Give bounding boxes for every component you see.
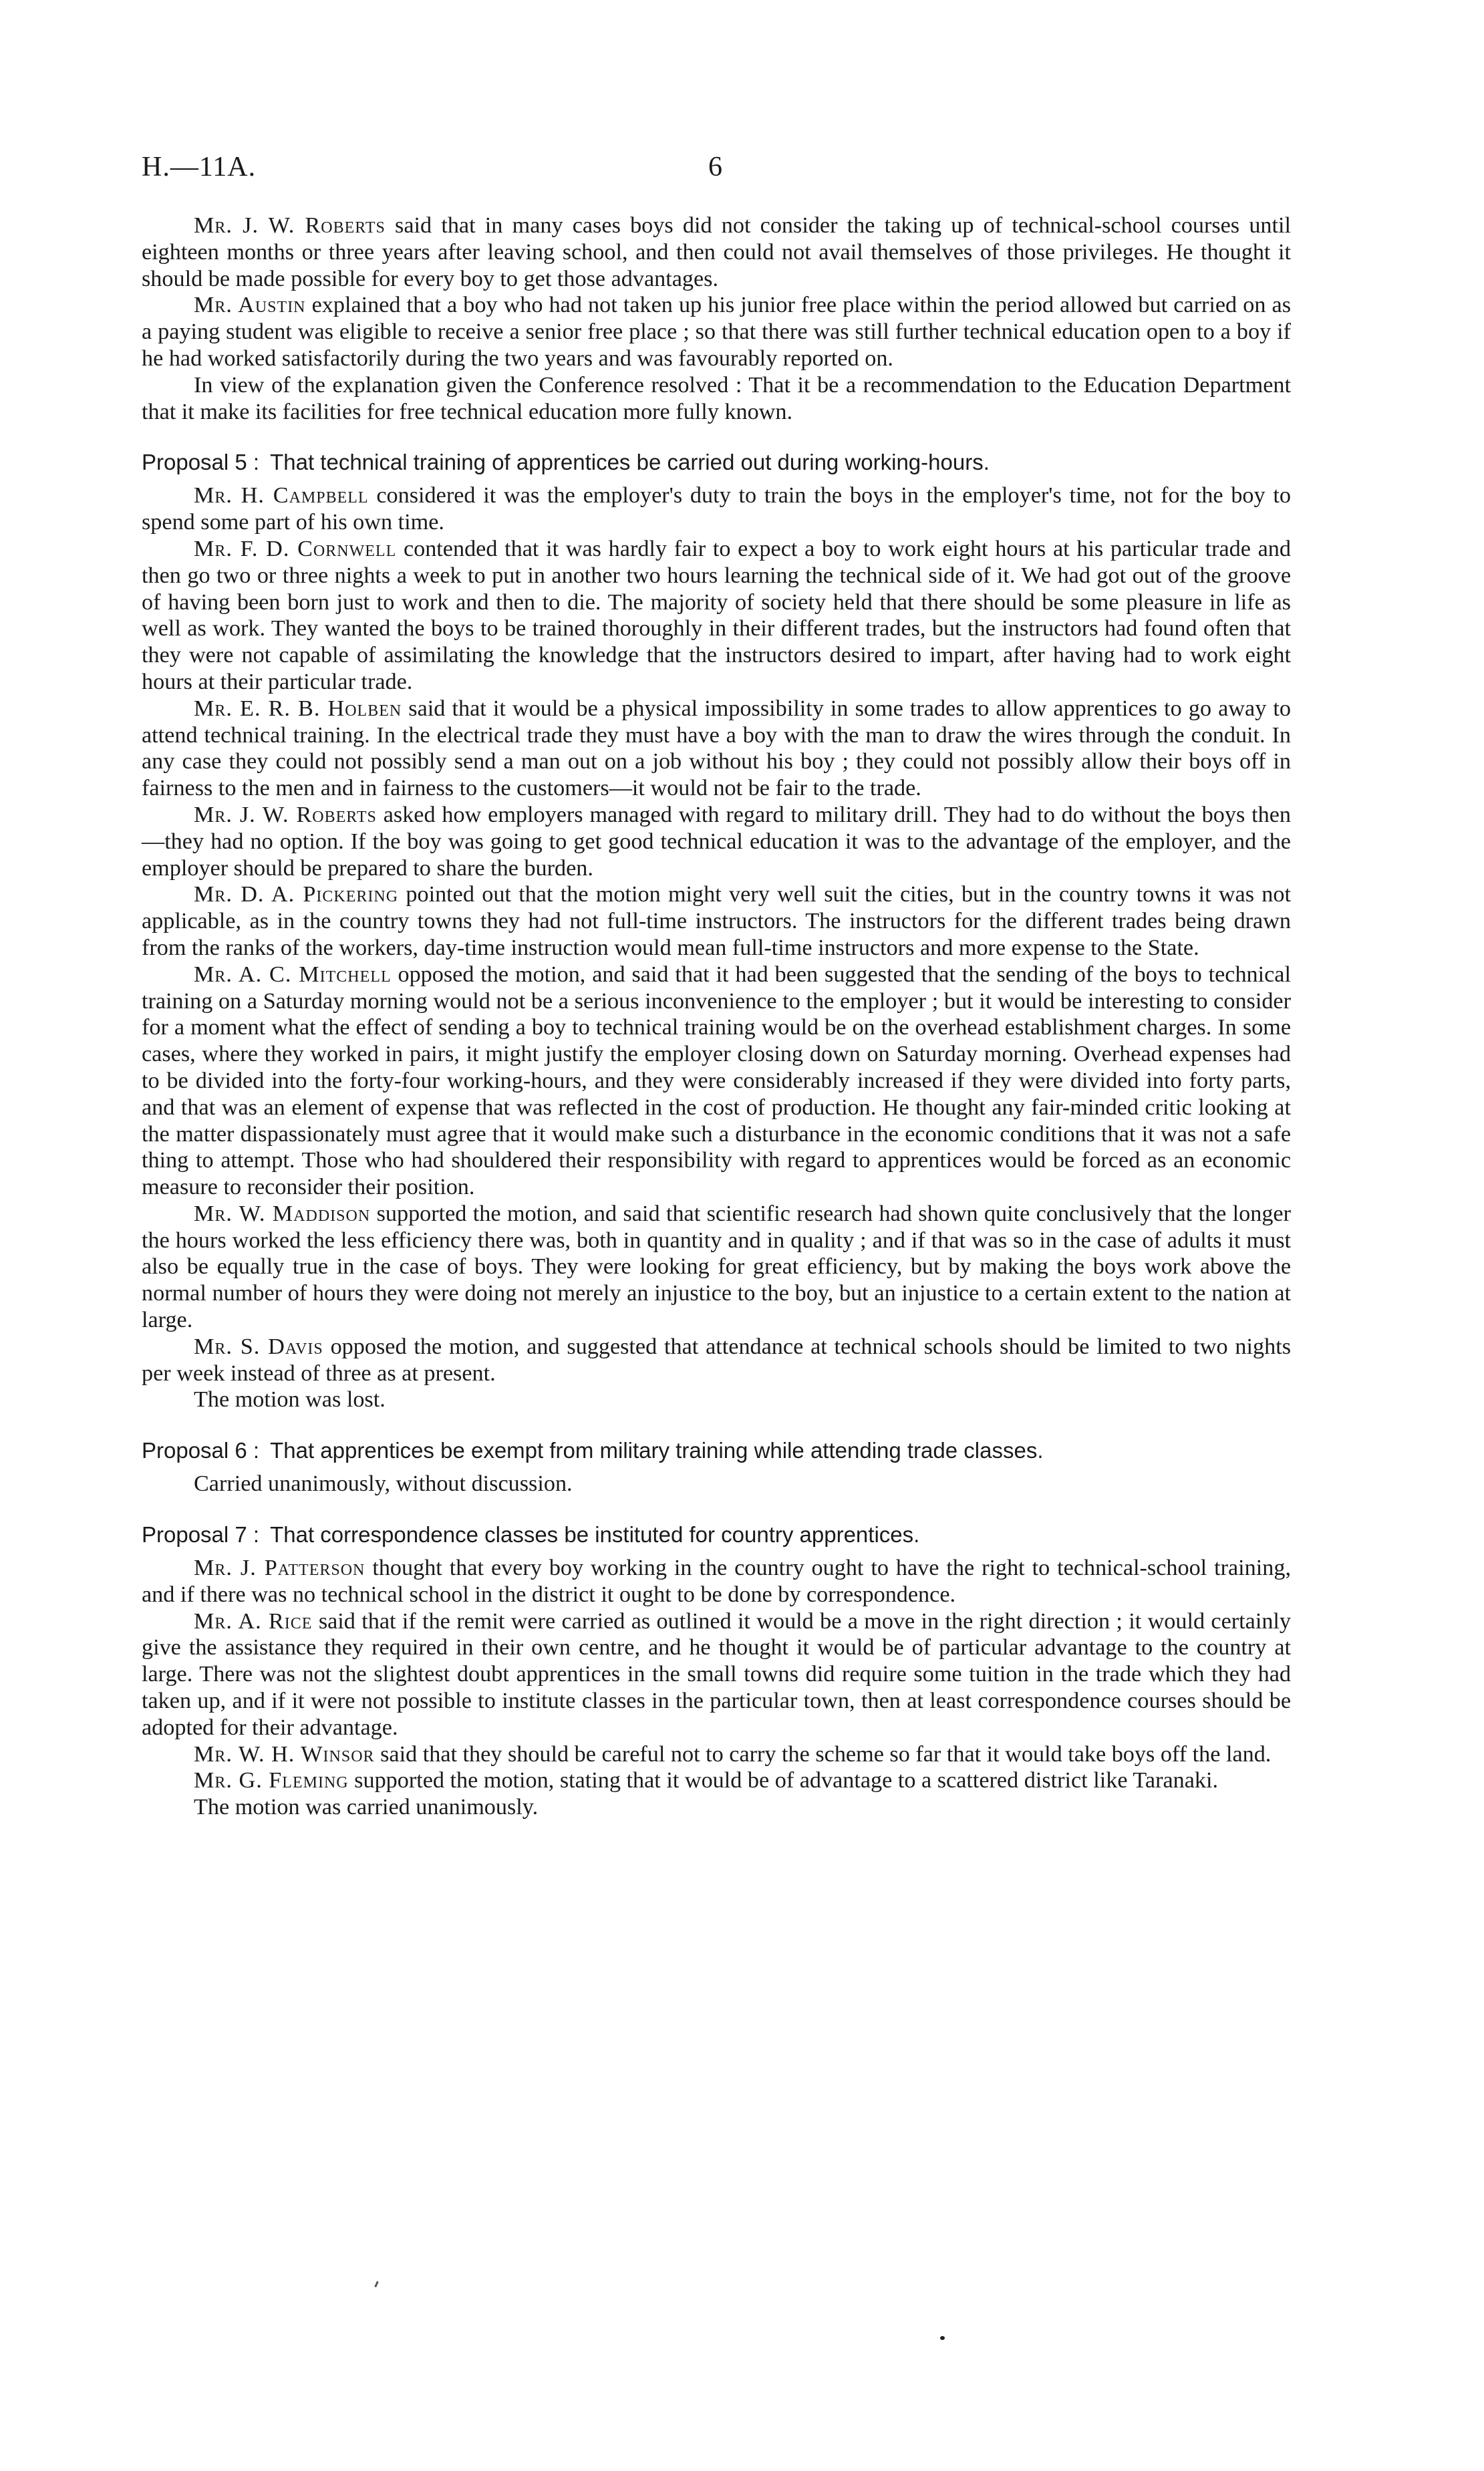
proposal-label: Proposal 7 : <box>142 1522 260 1548</box>
speaker-name: Mr. Austin <box>194 293 306 318</box>
speaker-name: Mr. D. A. Pickering <box>194 882 399 907</box>
proposal-6-heading <box>142 1437 1291 1464</box>
speaker-name: Mr. G. Fleming <box>194 1768 349 1793</box>
paragraph-motion-carried: The motion was carried unanimously. <box>194 1795 539 1820</box>
paragraph-text: considered it was the employer's duty to train the boys in the employer's time, not for the boy to spend some part of his own time. <box>142 483 1292 535</box>
paragraph-patterson <box>142 1555 1291 1608</box>
paragraph-text: explained that a boy who had not taken up his junior free place within the period allowed but carried on as a paying student was eligible to receive a senior free place ; so that there was still further technical education open to a boy if he had worked satisfactorily during the two years and was favourably reported on. <box>142 293 1291 371</box>
ink-speck <box>374 2281 379 2287</box>
paragraph-text: supported the motion, stating that it would be of advantage to a scattered district like Taranaki. <box>348 1768 1219 1793</box>
speaker-name: Mr. J. W. Roberts <box>194 213 386 238</box>
page-number: 6 <box>708 152 722 182</box>
paragraph-fleming <box>142 1767 1291 1794</box>
paragraph-winsor <box>142 1741 1291 1768</box>
paragraph-resolution: In view of the explanation given the Conference resolved : That it be a recommendation to the Education Department that it make its facilities for free technical education more fully known. <box>142 372 1291 424</box>
paragraph-holben <box>142 696 1291 802</box>
speaker-name: Mr. F. D. Cornwell <box>194 536 397 561</box>
proposal-label: Proposal 5 : <box>142 450 260 475</box>
speaker-name: Mr. A. C. Mitchell <box>194 962 392 987</box>
ink-dot <box>940 2336 945 2340</box>
paragraph-text: said that if the remit were carried as outlined it would be a move in the right direction ; it would certainly give the assistance they required in their own centre, and he thought it would be of particular advantage to the country at large. There was not the slightest doubt apprentices in the small towns did require some tuition in the trade which they had taken up, and if it were not possible to institute classes in the particular town, then at least correspondence courses should be adopted for their advantage. <box>142 1608 1291 1740</box>
paragraph-roberts-2 <box>142 802 1291 881</box>
paragraph-roberts-1 <box>142 212 1291 292</box>
proposal-5-heading <box>142 449 1291 476</box>
speaker-name: Mr. A. Rice <box>194 1608 313 1634</box>
paragraph-davis <box>142 1334 1291 1387</box>
paragraph-text: pointed out that the motion might very well suit the cities, but in the country towns it was not applicable, as in the country towns they had not full-time instructors. The instructors for the different trades being drawn from the ranks of the workers, day-time instruction would mean full-time instructors and more expense to the State. <box>142 882 1291 960</box>
proposal-text: That technical training of apprentices be carried out during working-hours. <box>270 450 990 475</box>
paragraph-text: opposed the motion, and said that it had been suggested that the sending of the boys to technical training on a Saturday morning would not be a serious inconvenience to the employer ; but it would be interesting to consider for a moment what the effect of sending a boy to technical training would be on the overhead establishment charges. In some cases, where they worked in pairs, it might justify the employer closing down on Saturday morning. Overhead expenses had to be divided into the forty-four working-hours, and they were considerably increased if they were divided into forty parts, and that was an element of expense that was reflected in the cost of production. He thought any fair-minded critic looking at the matter dispassionately must agree that it would make such a disturbance in the economic conditions that it was not a safe thing to attempt. Those who had shouldered their responsibility with regard to apprentices would be forced as an economic measure to reconsider their position. <box>142 962 1291 1200</box>
paragraph-campbell <box>142 482 1291 536</box>
page-header <box>142 151 1291 191</box>
speaker-name: Mr. W. Maddison <box>194 1201 371 1226</box>
paragraph-text: said that it would be a physical impossibility in some trades to allow apprentices to go away to attend technical training. In the electrical trade they must have a boy with the man to draw the wires through the conduit. In any case they could not possibly send a man out on a job without his boy ; they could not possibly allow their boys off in fairness to the men and in fairness to the customers—it would not be fair to the trade. <box>142 696 1291 801</box>
speaker-name: Mr. H. Campbell <box>194 483 369 508</box>
paragraph-text: supported the motion, and said that scientific research had shown quite conclusively that the longer the hours worked the less efficiency there was, both in quantity and in quality ; and if that was so in the case of adults it must also be equally true in the case of boys. They were looking for great efficiency, but by making the boys work above the normal number of hours they were doing not merely an injustice to the boy, but an injustice to a certain extent to the nation at large. <box>142 1201 1291 1333</box>
paragraph-austin <box>142 292 1291 372</box>
paragraph-motion-lost: The motion was lost. <box>194 1387 386 1413</box>
proposal-label: Proposal 6 : <box>142 1438 260 1463</box>
paragraph-text: said that they should be careful not to carry the scheme so far that it would take boys off the land. <box>374 1741 1272 1767</box>
proposal-7-heading <box>142 1521 1291 1548</box>
paragraph-text: said that in many cases boys did not consider the taking up of technical-school courses until eighteen months or three years after leaving school, and then could not avail themselves of those privileges. He thought it should be made possible for every boy to get those advantages. <box>142 213 1291 291</box>
document-reference: H.—11A. <box>142 152 257 182</box>
paragraph-rice <box>142 1608 1291 1741</box>
paragraph-pickering <box>142 881 1291 961</box>
speaker-name: Mr. E. R. B. Holben <box>194 696 402 721</box>
proposal-text: That apprentices be exempt from military training while attending trade classes. <box>270 1438 1044 1463</box>
speaker-name: Mr. W. H. Winsor <box>194 1741 375 1767</box>
paragraph-text: contended that it was hardly fair to expect a boy to work eight hours at his particular trade and then go two or three nights a week to put in another two hours learning the technical side of it. We had got out of the groove of having been born just to work and then to die. The majority of society held that there should be some pleasure in life as well as work. They wanted the boys to be trained thoroughly in their different trades, but the instructors had found often that they were not capable of assimilating the knowledge that the instructors desired to impart, after having had to work eight hours at their particular trade. <box>142 536 1291 694</box>
speaker-name: Mr. J. W. Roberts <box>194 802 377 827</box>
speaker-name: Mr. J. Patterson <box>194 1556 365 1581</box>
paragraph-carried-unanimously: Carried unanimously, without discussion. <box>194 1471 573 1497</box>
speaker-name: Mr. S. Davis <box>194 1334 323 1359</box>
paragraph-cornwell <box>142 536 1291 696</box>
paragraph-text: thought that every boy working in the country ought to have the right to technical-school training, and if there was no technical school in the district it ought to be done by correspondence. <box>142 1556 1291 1607</box>
paragraph-mitchell <box>142 962 1291 1201</box>
body-text <box>142 212 1291 1821</box>
proposal-text: That correspondence classes be instituted for country apprentices. <box>270 1522 920 1548</box>
paragraph-maddison <box>142 1201 1291 1334</box>
paragraph-text: opposed the motion, and suggested that attendance at technical schools should be limited to two nights per week instead of three as at present. <box>142 1334 1291 1386</box>
paragraph-text: asked how employers managed with regard to military drill. They had to do without the boys then—they had no option. If the boy was going to get good technical education it was to the advantage of the employer, and the employer should be prepared to share the burden. <box>142 802 1291 881</box>
